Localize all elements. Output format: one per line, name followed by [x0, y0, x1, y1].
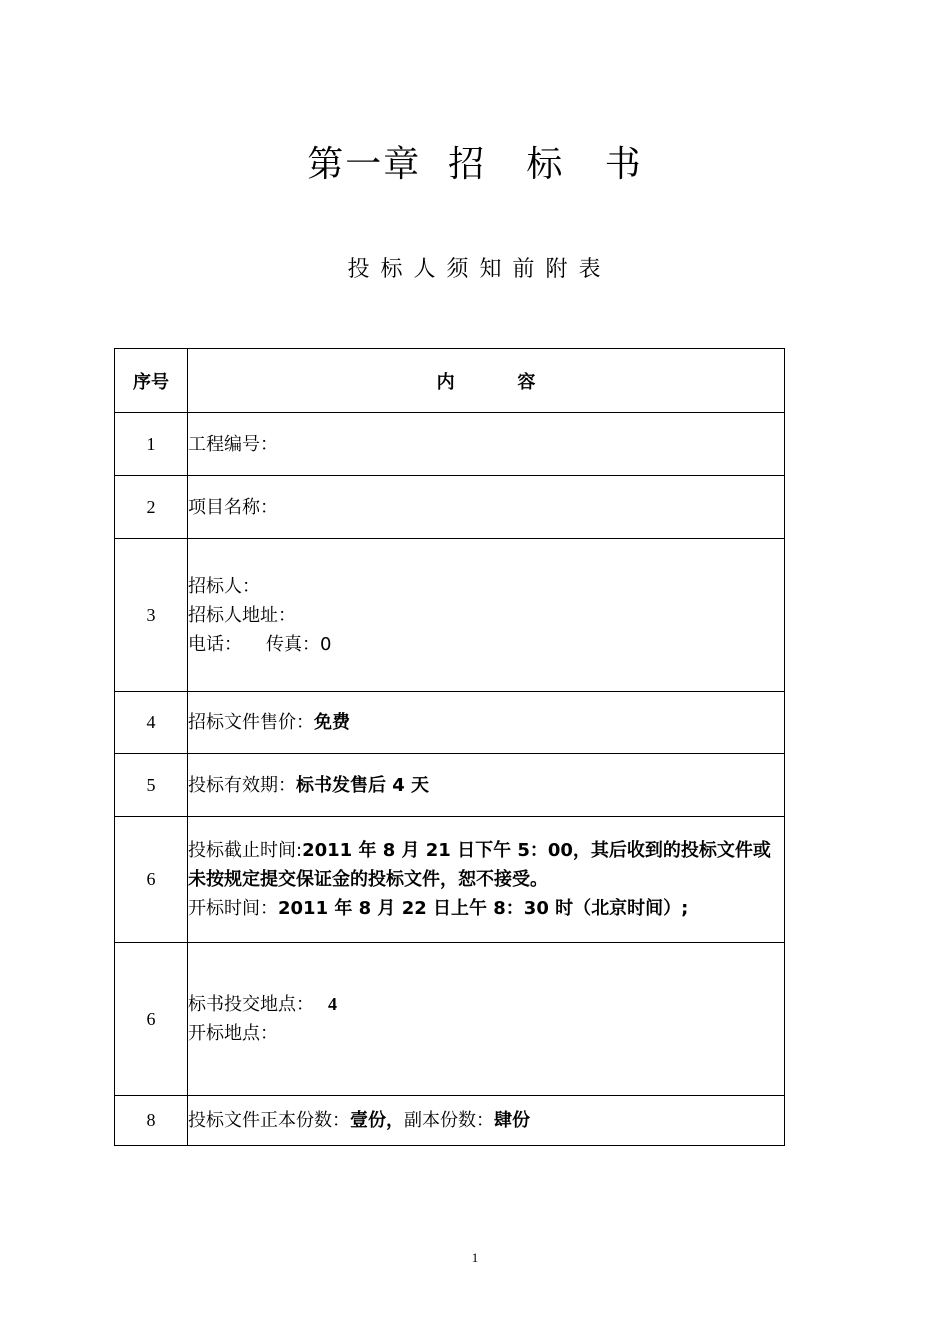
row-content [188, 817, 785, 943]
table-row [115, 476, 785, 539]
project-name-label: 项目名称： [188, 496, 278, 518]
row-no: 3 [115, 539, 188, 692]
bid-opening-line [188, 894, 784, 923]
bid-validity-value: 标书发售后 4 天 [296, 774, 430, 796]
table-row [115, 817, 785, 943]
submission-location-line [188, 990, 784, 1019]
row-no: 6 [115, 817, 188, 943]
row-content [188, 754, 785, 817]
contact-line [188, 630, 784, 659]
bidder-instructions-table [114, 348, 785, 1146]
header-no: 序号 [115, 349, 188, 413]
table-row [115, 754, 785, 817]
row-no: 2 [115, 476, 188, 539]
chapter-title: 第一章 招 标 书 [307, 144, 643, 185]
opening-location-label: 开标地点： [188, 1023, 278, 1044]
bid-deadline-value: 2011 年 8 月 21 日下午 5：00，其后收到的投标文件或未按规定提交保证金的投标文件，恕不接受。 [188, 840, 771, 890]
row-no: 1 [115, 413, 188, 476]
header-content: 内 容 [188, 349, 785, 413]
row-no: 5 [115, 754, 188, 817]
row-content [188, 539, 785, 692]
original-copies-value: 壹份， [350, 1110, 404, 1131]
original-copies-label: 投标文件正本份数： [188, 1110, 350, 1131]
bid-deadline-label: 投标截止时间: [188, 840, 303, 861]
table-row [115, 539, 785, 692]
row-no: 6 [115, 943, 188, 1096]
row-content [188, 943, 785, 1096]
table-row [115, 692, 785, 754]
duplicate-copies-value: 肆份 [494, 1110, 530, 1131]
submission-location-label: 标书投交地点： [188, 994, 314, 1015]
fax-label: 传真：0 [266, 633, 332, 655]
table-row [115, 1096, 785, 1146]
row-no: 4 [115, 692, 188, 754]
table-row [115, 943, 785, 1096]
table-row [115, 413, 785, 476]
submission-location-value: 4 [328, 994, 337, 1014]
row-content [188, 692, 785, 754]
row-content [188, 413, 785, 476]
bid-opening-time-label: 开标时间： [188, 898, 278, 919]
row-content [188, 1096, 785, 1146]
table-header-row [115, 349, 785, 413]
bid-validity-label: 投标有效期： [188, 774, 296, 796]
document-price-value: 免费 [314, 712, 350, 733]
row-content [188, 476, 785, 539]
row-no: 8 [115, 1096, 188, 1146]
table-subtitle: 投 标 人 须 知 前 附 表 [347, 257, 603, 282]
tenderer-address-label: 招标人地址： [188, 604, 296, 626]
tenderer-label: 招标人： [188, 575, 260, 597]
page-number: 1 [471, 1250, 479, 1265]
phone-label: 电话： [188, 633, 242, 655]
duplicate-copies-label: 副本份数： [404, 1110, 494, 1131]
bid-opening-time-value: 2011 年 8 月 22 日上午 8：30 时（北京时间）; [278, 898, 689, 919]
document-price-label: 招标文件售价： [188, 712, 314, 733]
project-number-label: 工程编号： [188, 433, 278, 455]
